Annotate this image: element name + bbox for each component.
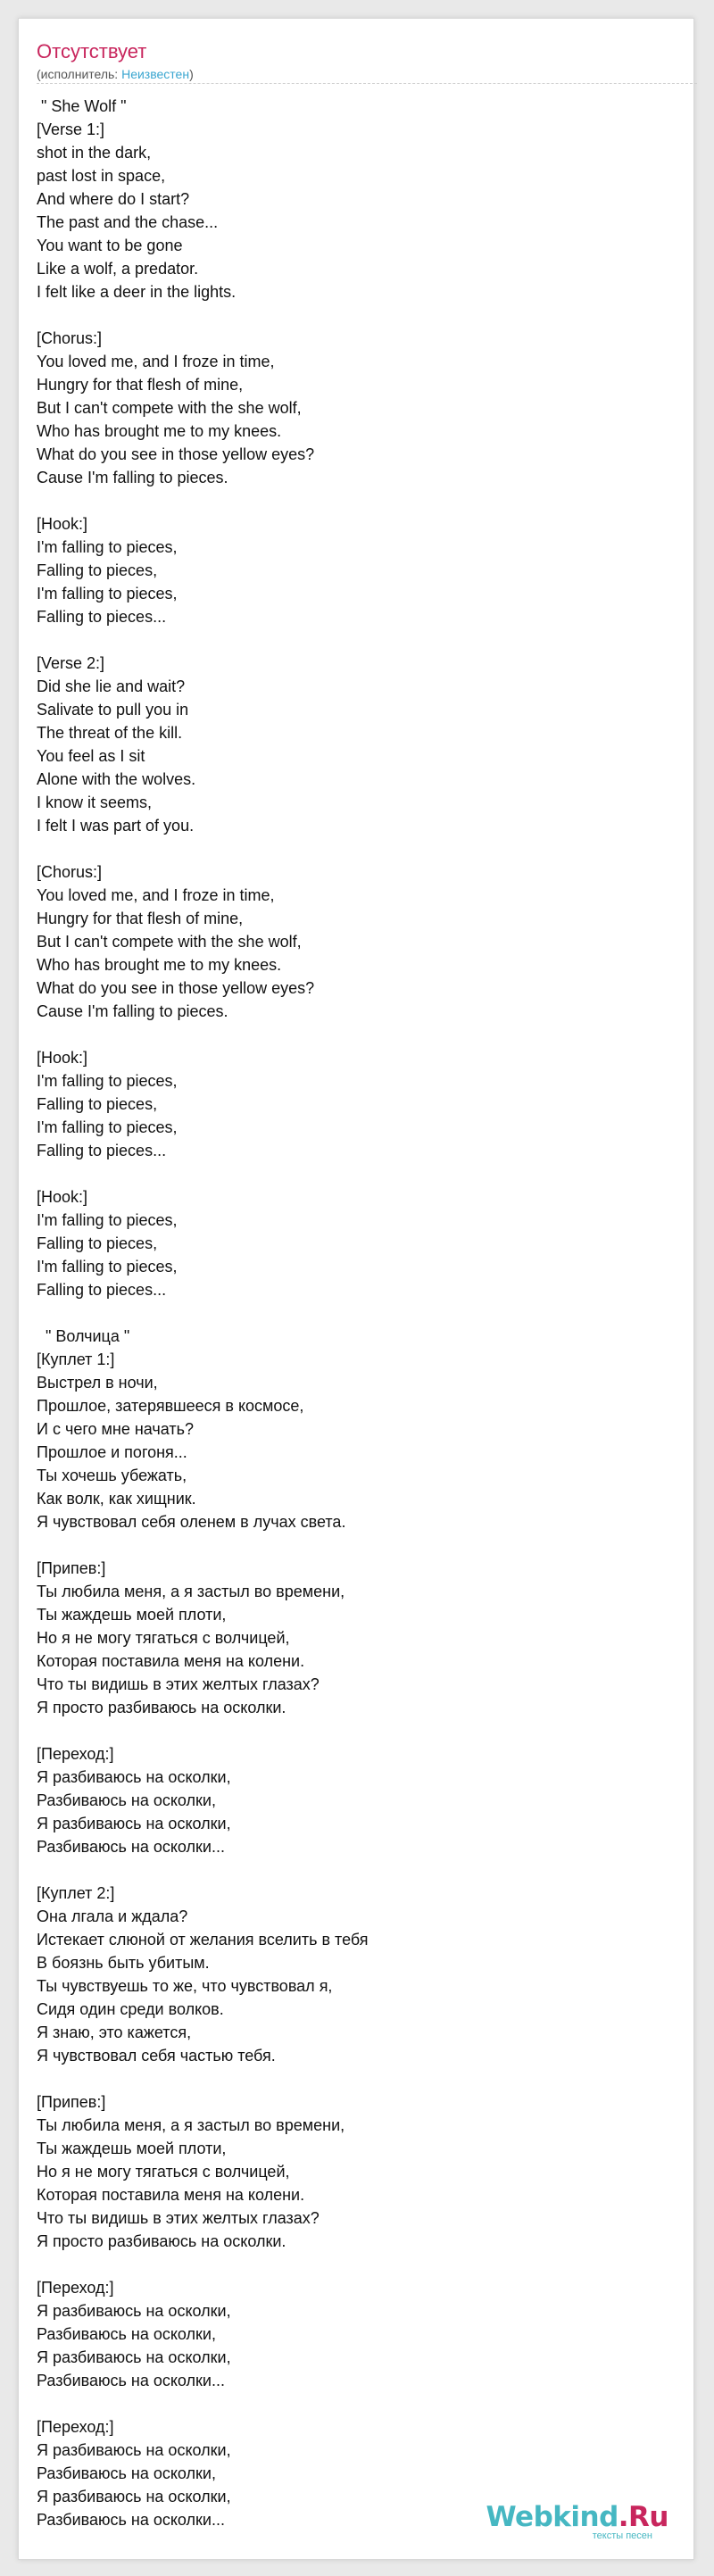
artist-line [37, 66, 194, 82]
logo-tagline: тексты песен [592, 2530, 652, 2541]
site-logo[interactable] [486, 2502, 668, 2541]
header-divider [37, 83, 697, 84]
logo-ru: .Ru [618, 2501, 668, 2533]
artist-link[interactable]: Неизвестен [121, 67, 190, 81]
lyrics-text: " She Wolf " [Verse 1:] shot in the dark, past lost in space, And where do I start? The past and the chase... You want to be gone Like a wolf, a predator. I felt like a deer in the lights. [Chorus:] You loved me, and I froze in time, Hungry for that flesh of mine, But I can't compete with the she wolf, Who has brought me to my knees. What do you see in those yellow eyes? Cause I'm falling to pieces. [Hook:] I'm falling to pieces, Falling to pieces, I'm falling to pieces, Falling to pieces... [Verse 2:] Did she lie and wait? Salivate to pull you in The threat of the kill. You feel as I sit Alone with the wolves. I know it seems, I felt I was part of you. [Chorus:] You loved me, and I froze in time, Hungry for that flesh of mine, But I can't compete with the she wolf, Who has brought me to my knees. What do you see in those yellow eyes? Cause I'm falling to pieces. [Hook:] I'm falling to pieces, Falling to pieces, I'm falling to pieces, Falling to pieces... [Hook:] I'm falling to pieces, Falling to pieces, I'm falling to pieces, Falling to pieces... " Волчица " [Куплет 1:] Выстрел в ночи, Прошлое, затерявшееся в космосе, И с чего мне начать? Прошлое и погоня... Ты хочешь убежать, Как волк, как хищник. Я чувствовал себя оленем в лучах света. [Припев:] Ты любила меня, а я застыл во времени, Ты жаждешь моей плоти, Но я не могу тягаться с волчицей, Которая поставила меня на колени. Что ты видишь в этих желтых глазах? Я просто разбиваюсь на осколки. [Переход:] Я разбиваюсь на осколки, Разбиваюсь на осколки, Я разбиваюсь на осколки, Разбиваюсь на осколки... [Куплет 2:] Она лгала и ждала? Истекает слюной от желания вселить в тебя В боязнь быть убитым. Ты чувствуешь то же, что чувствовал я, Сидя один среди волков. Я знаю, это кажется, Я чувствовал себя частью тебя. [Припев:] Ты любила меня, а я застыл во времени, Ты жаждешь моей плоти, Но я не могу тягаться с волчицей, Которая поставила меня на колени. Что ты видишь в этих желтых глазах? Я просто разбиваюсь на осколки. [Переход:] Я разбиваюсь на осколки, Разбиваюсь на осколки, Я разбиваюсь на осколки, Разбиваюсь на осколки... [Переход:] Я разбиваюсь на осколки, Разбиваюсь на осколки, Я разбиваюсь на осколки, Разбиваюсь на осколки... [37, 97, 369, 2529]
artist-prefix: (исполнитель: [37, 67, 122, 81]
artist-suffix: ) [189, 67, 194, 81]
song-title: Отсутствует [37, 40, 147, 62]
logo-web: Webkind [486, 2501, 619, 2533]
logo-wordmark [486, 2502, 668, 2532]
lyrics-card [18, 18, 694, 2560]
